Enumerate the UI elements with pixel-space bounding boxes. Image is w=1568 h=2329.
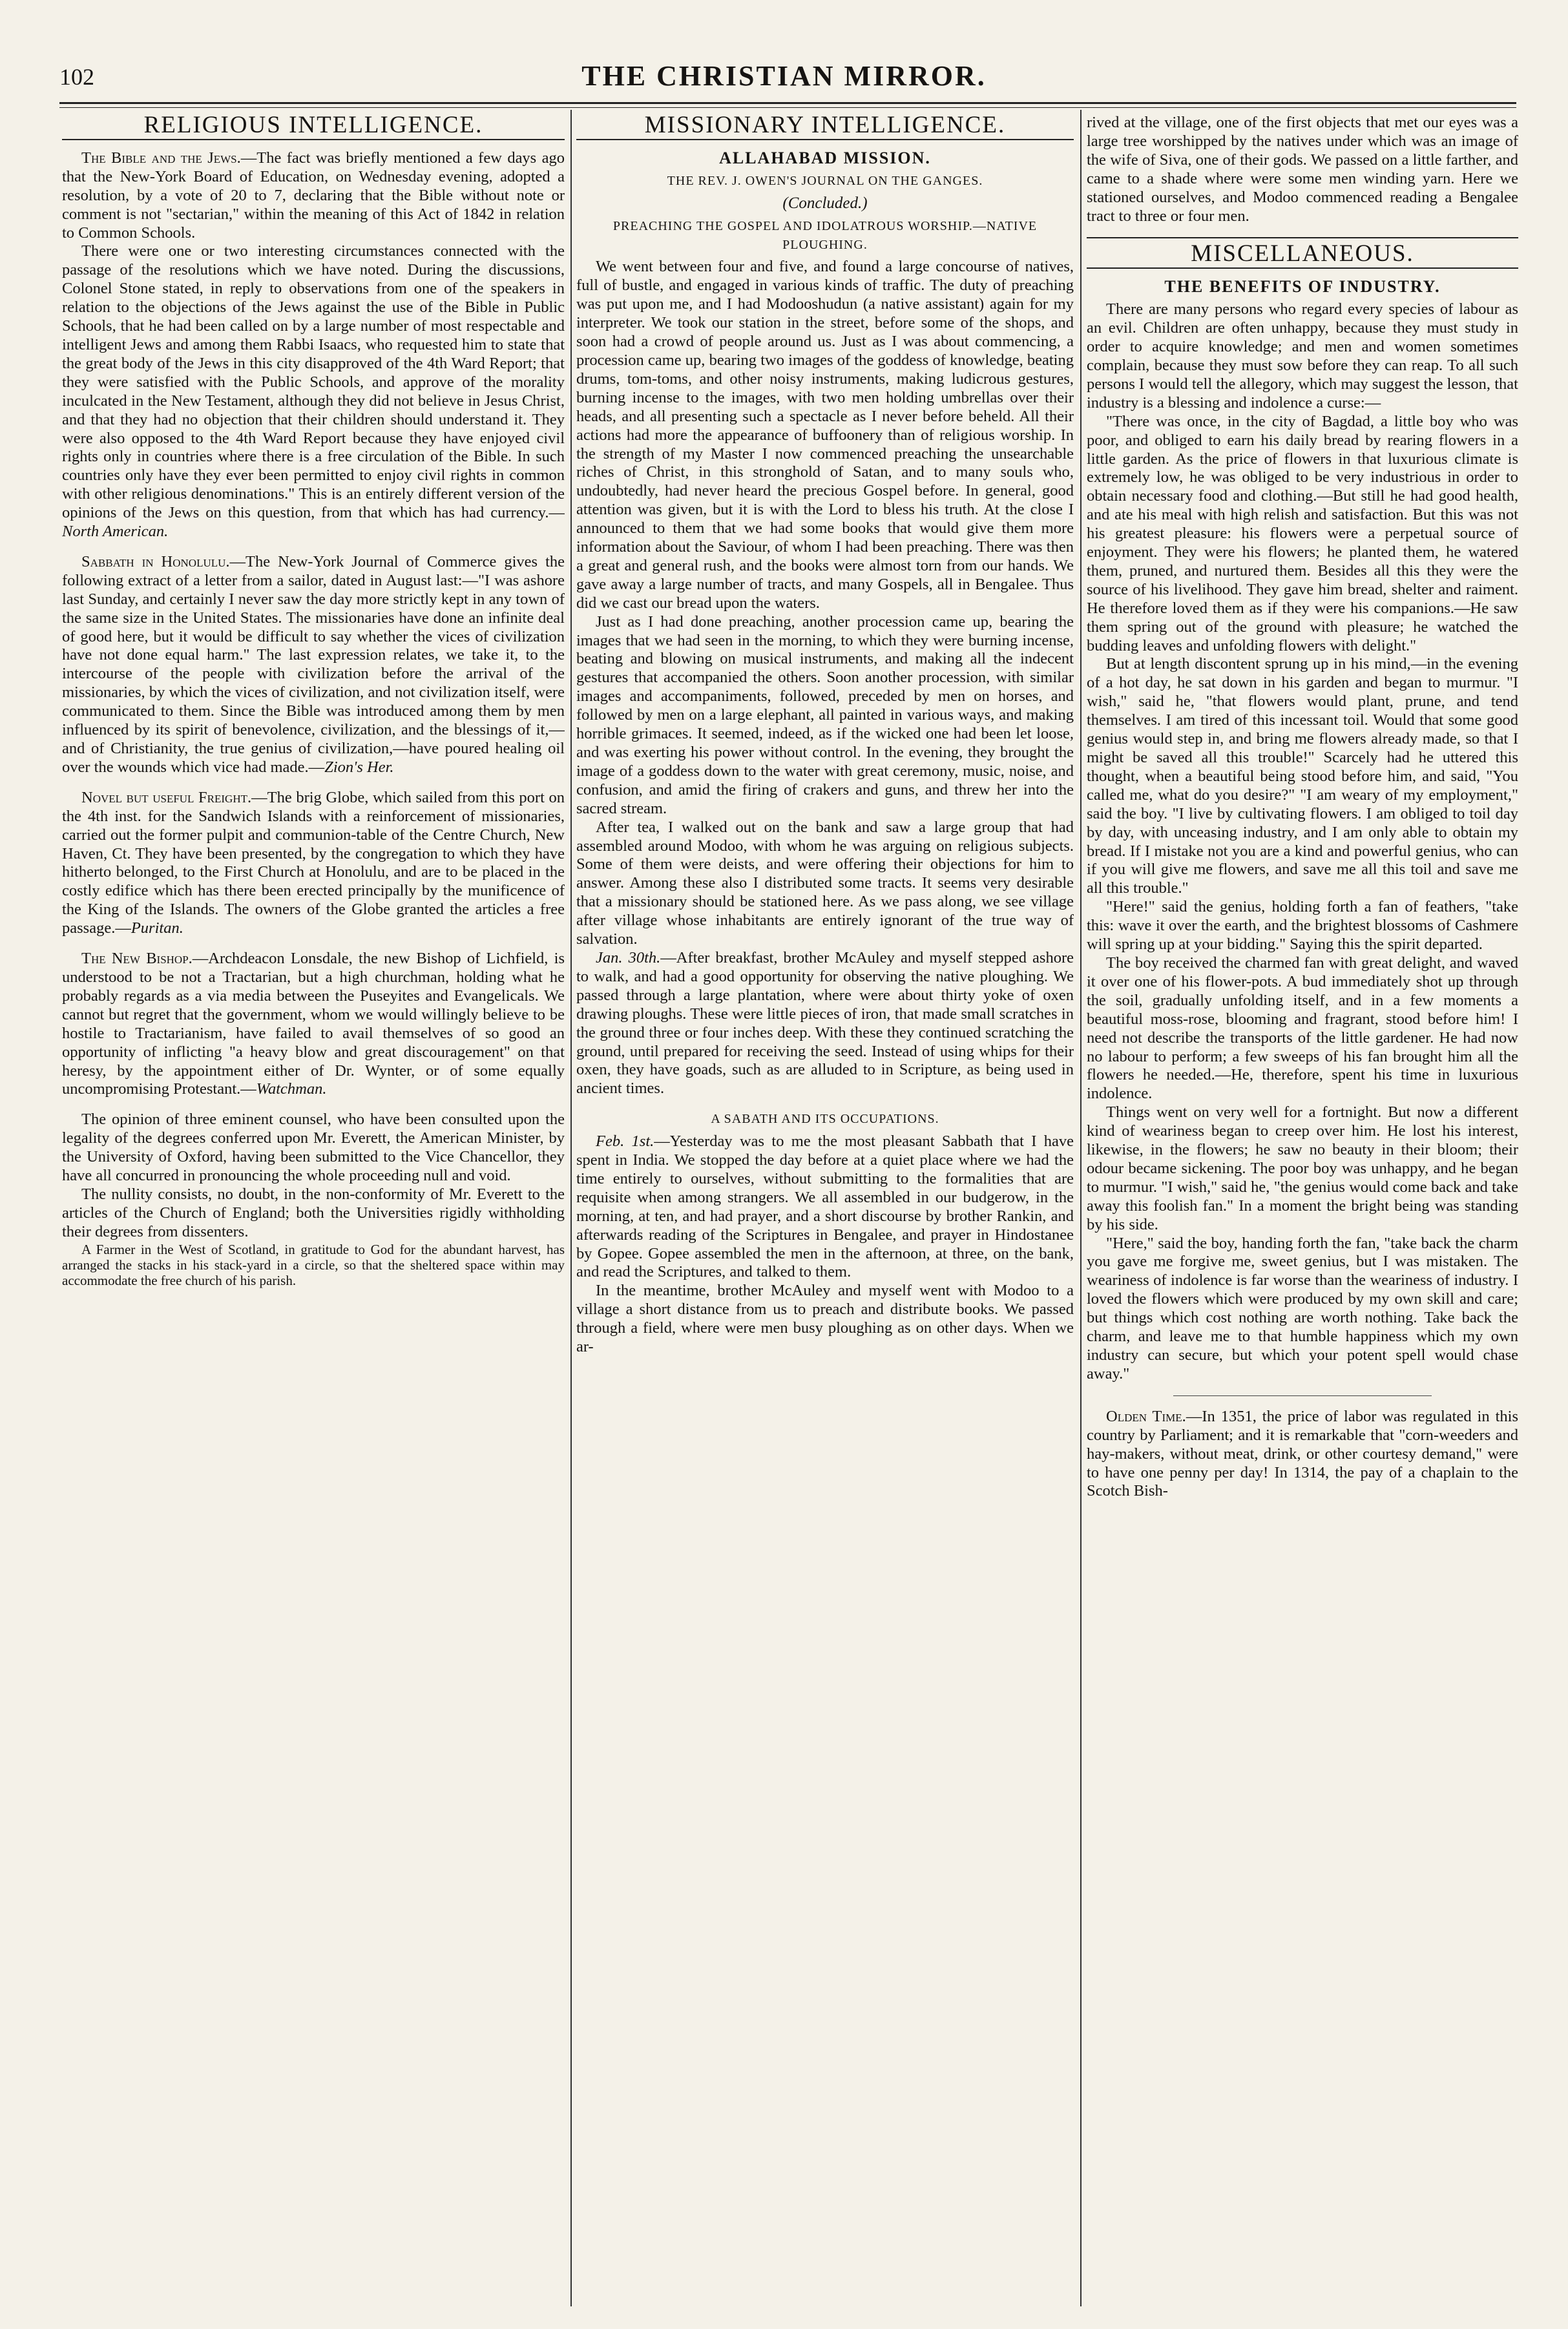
page-number: 102 [59,64,94,90]
section-title-miscellaneous: MISCELLANEOUS. [1087,237,1518,269]
article-text: There were one or two interesting circumstances connected with the passage of the resolutions which we have noted. During the discussions, Colonel Stone stated, in reply to observations from one of the speakers in relation to the objections of the Jews against the use of the Bible in Public Schools, that he had been called on by a large number of most respectable and intelligent Jews and among them Rabbi Isaacs, who requested him to state that the great body of the Jews in this city disapproved of the 4th Ward Report; that they were satisfied with the Public Schools, and approve of the morality inculcated in the New Testament, although they did not believe in Jesus Christ, and that they had no objection that their children should understand it. They were also opposed to the 4th Ward Report because they have enjoyed civil rights only in countries where there is a free circulation of the Bible. In such countries only have they ever been permitted to enjoy civil rights in common with other religious denominations." This is an entirely different version of the opinions of the Jews on this question, from that which has had currency.— [62,242,565,522]
journal-paragraph: —After breakfast, brother McAuley and myself stepped ashore to walk, and had a good opportunity for observing the native ploughing. We passed through a large plantation, where were about thirty yoke of oxen drawing ploughs. These were little pieces of iron, that made small scratches in the ground three or four inches deep. With these they continued scratching the ground, until prepared for receiving the seed. Instead of using whips for their oxen, they have goads, such as are alluded to in Scripture, as being used in ancient times. [576,948,1074,1098]
header-rule-thin [59,107,1516,108]
story-paragraph: "Here!" said the genius, holding forth a fan of feathers, "take this: wave it over the earth, and the brightest blossoms of Cashmere will spring up at your bidding." Saying this the spirit departed. [1087,898,1518,954]
journal-paragraph: After tea, I walked out on the bank and saw a large group that had assembled around Modoo, with whom he was arguing on religious subjects. Some of them were deists, and were offering their objections for him to answer. Among these also I distributed some tracts. It seems very desirable that a missionary should be stationed here. As we pass along, we see village after village whose inhabitants are entirely ignorant of the true way of salvation. [576,818,1074,948]
column-missionary [576,114,1074,2297]
column-religious [62,114,565,2297]
story-paragraph: "Here," said the boy, handing forth the fan, "take back the charm you gave me forgive me, sweet genius, but I was mistaken. The weariness of indolence is far worse than the weariness of industry. I loved the flowers which were produced by my own skill and care; but things which cost nothing are worth nothing. Take back the charm, and leave me to that humble happiness which my own industry can secure, but which your potent spell would chase away." [1087,1234,1518,1383]
section-title-missionary: MISSIONARY INTELLIGENCE. [576,114,1074,140]
article-text: —The brig Globe, which sailed from this port on the 4th inst. for the Sandwich Islands with a reinforcement of missionaries, carried out the former pulpit and communion-table of the Centre Church, New Haven, Ct. They have been presented, by the congregation to which they have hitherto belonged, to the First Church at Honolulu, and are to be placed in the costly edifice which has there been erected principally by the munificence of the King of the Islands. The owners of the Globe granted the articles a free passage.— [62,788,565,937]
article-separator [1173,1395,1432,1396]
journal-title: THE REV. J. OWEN'S JOURNAL ON THE GANGES. [667,173,983,188]
article-olden-time [1087,1408,1518,1501]
article-source: North American. [62,523,169,541]
article-text-small: A Farmer in the West of Scotland, in gratitude to God for the abundant harvest, has arranged the stacks in his stack-yard in a circle, so that the sheltered space within may accommodate the free church of his parish. [62,1241,565,1288]
story-paragraph: "There was once, in the city of Bagdad, a little boy who was poor, and obliged to earn his daily bread by rearing flowers in a little garden. As the price of flowers in that luxurious climate is extremely low, he was obliged to be very industrious in order to obtain necessary food and clothing.—But still he had good health, and ate his meal with high relish and satisfaction. But this was not his greatest pleasure: his flowers were a perpetual source of enjoyment. They were his flowers; he planted them, he watered them, pruned, and nurtured them. Besides all this they were the source of his livelihood. They gave him bread, shelter and raiment. He therefore loved them as if they were his companions.—He saw them spring out of the ground with pleasure; he watched the budding leaves and unfolding flowers with delight." [1087,412,1518,654]
article-heading: Novel but useful Freight. [81,788,252,806]
header-rule [59,102,1516,104]
story-paragraph: The boy received the charmed fan with great delight, and waved it over one of his flower-pots. A bud immediately shot up through the soil, gradually unfolding itself, and in a few moments a beautiful moss-rose, blooming and fragrant, stood before him! I need not describe the transports of the little gardener. He had now no labour to perform; a few sweeps of his fan brought him all the flowers he needed.—He, therefore, spent his time in luxurious indolence. [1087,954,1518,1103]
article-sabbath-honolulu [62,553,565,777]
subsection-heading: A SABATH AND ITS OCCUPATIONS. [711,1112,939,1127]
article-source: Zion's Her. [324,758,394,776]
subsection-heading: PREACHING THE GOSPEL AND IDOLATROUS WORSHIP.—NATIVE PLOUGHING. [612,218,1038,252]
article-heading: Olden Time. [1106,1407,1186,1425]
article-source: Puritan. [131,919,183,937]
article-heading: Sabbath in Honolulu. [81,552,230,570]
section-title-religious: RELIGIOUS INTELLIGENCE. [62,114,565,140]
column-miscellaneous [1087,114,1518,2297]
story-paragraph: Things went on very well for a fortnight. But now a different kind of weariness began to creep over him. He lost his interest, likewise, in the flowers; he saw no beauty in their bloom; their odour became sickening. The poor boy was unhappy, and he began to murmur. "I wish," said he, "the genius would come back and take away this foolish fan." In a moment the bright being was standing by his side. [1087,1103,1518,1233]
article-heading: The New Bishop. [81,950,193,968]
journal-paragraph: rived at the village, one of the first objects that met our eyes was a large tree worshipped by the natives under which was an image of the wife of Siva, one of their gods. We passed on a little farther, and came to a shade where were some men winding yarn. Here we stationed ourselves, and Modoo commenced reading a Bengalee tract to three or four men. [1087,114,1518,225]
column-divider-1 [570,110,572,2306]
story-benefits-of-industry [1087,300,1518,1384]
journal-entries [576,258,1074,1098]
column-divider-2 [1080,110,1082,2306]
article-text: —The New-York Journal of Commerce gives the following extract of a letter from a sailor, dated in August last:—"I was ashore last Sunday, and certainly I never saw the day more strictly kept in any town of the same size in the United States. The missionaries have done an infinite deal of good here, but it would be difficult to say whether the vices of civilization have not done equal harm." The last expression relates, we take it, to the intercourse of the people with civilization before the arrival of the missionaries, by which the vices of civilization, and not civilization itself, were communicated to them. Since the Bible was introduced among them by men influenced by its spirit of benevolence, civilization, and the blessings of it,—and of Christianity, the true genius of civilization,—have poured healing oil over the wounds which vice had made.— [62,552,565,776]
story-paragraph: There are many persons who regard every species of labour as an evil. Children are often unhappy, because they must study in order to acquire knowledge; and men and women sometimes complain, because they must sow before they can reap. To all such persons I would tell the allegory, which may suggest the lesson, that industry is a blessing and indolence a curse:— [1087,300,1518,412]
journal-entries-sabbath [576,1133,1074,1357]
journal-date: Jan. 30th. [596,948,661,966]
story-title: THE BENEFITS OF INDUSTRY. [1164,277,1441,297]
journal-paragraph: —Yesterday was to me the most pleasant Sabbath that I have spent in India. We stopped the day before at a quiet place where we had the time entirely to ourselves, without submitting to the formalities that are requisite when among strangers. We all assembled in our budgerow, in the morning, at ten, and had prayer, and a short discourse by brother Rankin, and afterwards reading of the Scriptures in Bengalee, and prayer in Hindostanee by Gopee. Gopee assembled the men in the afternoon, at three, on the bank, and read the Scriptures, and talked to them. [576,1133,1074,1281]
article-text: The opinion of three eminent counsel, who have been consulted upon the legality of the degrees conferred upon Mr. Everett, the American Minister, by the University of Oxford, having been submitted to the Vice Chancellor, they have all concurred in pronouncing the whole proceeding null and void. [62,1111,565,1185]
journal-paragraph: In the meantime, brother McAuley and myself went with Modoo to a village a short distance from us to preach and distribute books. We passed through a field, where were men busy ploughing as on other days. When we ar- [576,1282,1074,1356]
journal-paragraph: We went between four and five, and found a large concourse of natives, full of bustle, and engaged in various kinds of traffic. The duty of preaching was put upon me, and I had Modooshudun (a native assistant) again for my interpreter. We took our station in the street, before some of the shops, and soon had a crowd of people around us. Just as I was about commencing, a procession came up, bearing two images of the goddess of knowledge, beating drums, tom-toms, and other noisy instruments, making ludicrous gestures, burning incense to the images, with two men holding umbrellas over their heads, and all presenting such a spectacle as I never before beheld. All their actions had more the appearance of buffoonery than of religious worship. In the strength of my Master I now commenced preaching the unsearchable riches of Christ, in this stronghold of Satan, and to many souls who, undoubtedly, had never heard the precious Gospel before. In general, good attention was given, but it is with the Lord to bless his truth. At the close I announced to them that we had some books that would give them more information about the Saviour, of whom I had been preaching. There was then a great and general rush, and the books were almost torn from our hands. We gave away a large number of tracts, and many Gospels, all in Bengalee. Thus did we cast our bread upon the waters. [576,258,1074,612]
article-heading: The Bible and the Jews. [81,149,241,167]
article-novel-freight [62,789,565,938]
concluded-label: (Concluded.) [782,194,868,212]
article-everett-degrees [62,1111,565,1288]
journal-paragraph: Just as I had done preaching, another procession came up, bearing the images that we had seen in the morning, to which they were burning incense, beating and blowing on musical instruments, and making all the indecent gestures that accompanied the others. Soon another procession, with similar images and accompaniments, followed, preceded by men on horses, and followed by men on a large elephant, all painted in various ways, and making horrible grimaces. It seemed, indeed, as if the wicked one had been let loose, and was exerting his power without control. In the evening, they brought the image of a goddess down to the water with great ceremony, music, noise, and confusion, and amid the firing of crakers and guns, and threw her into the sacred stream. [576,612,1074,817]
article-text: —In 1351, the price of labor was regulated in this country by Parliament; and it is remarkable that "corn-weeders and hay-makers, without meat, drink, or other courtesy demand," were to have one penny per day! In 1314, the pay of a chaplain to the Scotch Bish- [1087,1407,1518,1500]
article-bible-jews [62,149,565,541]
article-source: Watchman. [256,1080,327,1098]
journal-date: Feb. 1st. [596,1133,654,1151]
mission-title: ALLAHABAD MISSION. [719,148,931,167]
article-new-bishop [62,950,565,1099]
article-text: —Archdeacon Lonsdale, the new Bishop of Lichfield, is understood to be not a Tractarian, but a high churchman, holding what he probably regards as a via media between the Puseyites and Evangelicals. We cannot but regret that the government, whom we would willingly believe to be hostile to Tractarianism, have failed to avail themselves of so good an opportunity of inflicting "a heavy blow and great discouragement" on that heresy, by the appointment either of Dr. Wynter, or of some equally uncompromising Protestant.— [62,950,565,1098]
article-text: —The fact was briefly mentioned a few days ago that the New-York Board of Education, on Wednesday evening, adopted a resolution, by a vote of 20 to 7, declaring that the Bible without note or comment is not "sectarian," within the meaning of this Act of 1842 in relation to Common Schools. [62,149,565,242]
journal-continuation [1087,114,1518,225]
article-text: The nullity consists, no doubt, in the non-conformity of Mr. Everett to the articles of the Church of England; both the Universities rigidly withholding their degrees from dissenters. [62,1185,565,1240]
running-title: THE CHRISTIAN MIRROR. [581,60,987,92]
story-paragraph: But at length discontent sprung up in his mind,—in the evening of a hot day, he sat down in his garden and began to murmur. "I wish," said he, "that flowers would plant, prune, and tend themselves. I am tired of this incessant toil. Would that some good genius would step in, and bring me flowers already made, so that I might be saved all this trouble!" Scarcely had he uttered this thought, when a beautiful being stood before him, and said, "You called me, what do you desire?" "I am weary of my employment," said the boy. "I live by cultivating flowers. I am obliged to toil day by day, with unceasing industry, and I am only able to obtain my bread. If I mistake not you are a kind and powerful genius, who can if you will give me flowers, and save me all this toil and save me all this trouble." [1087,655,1518,897]
